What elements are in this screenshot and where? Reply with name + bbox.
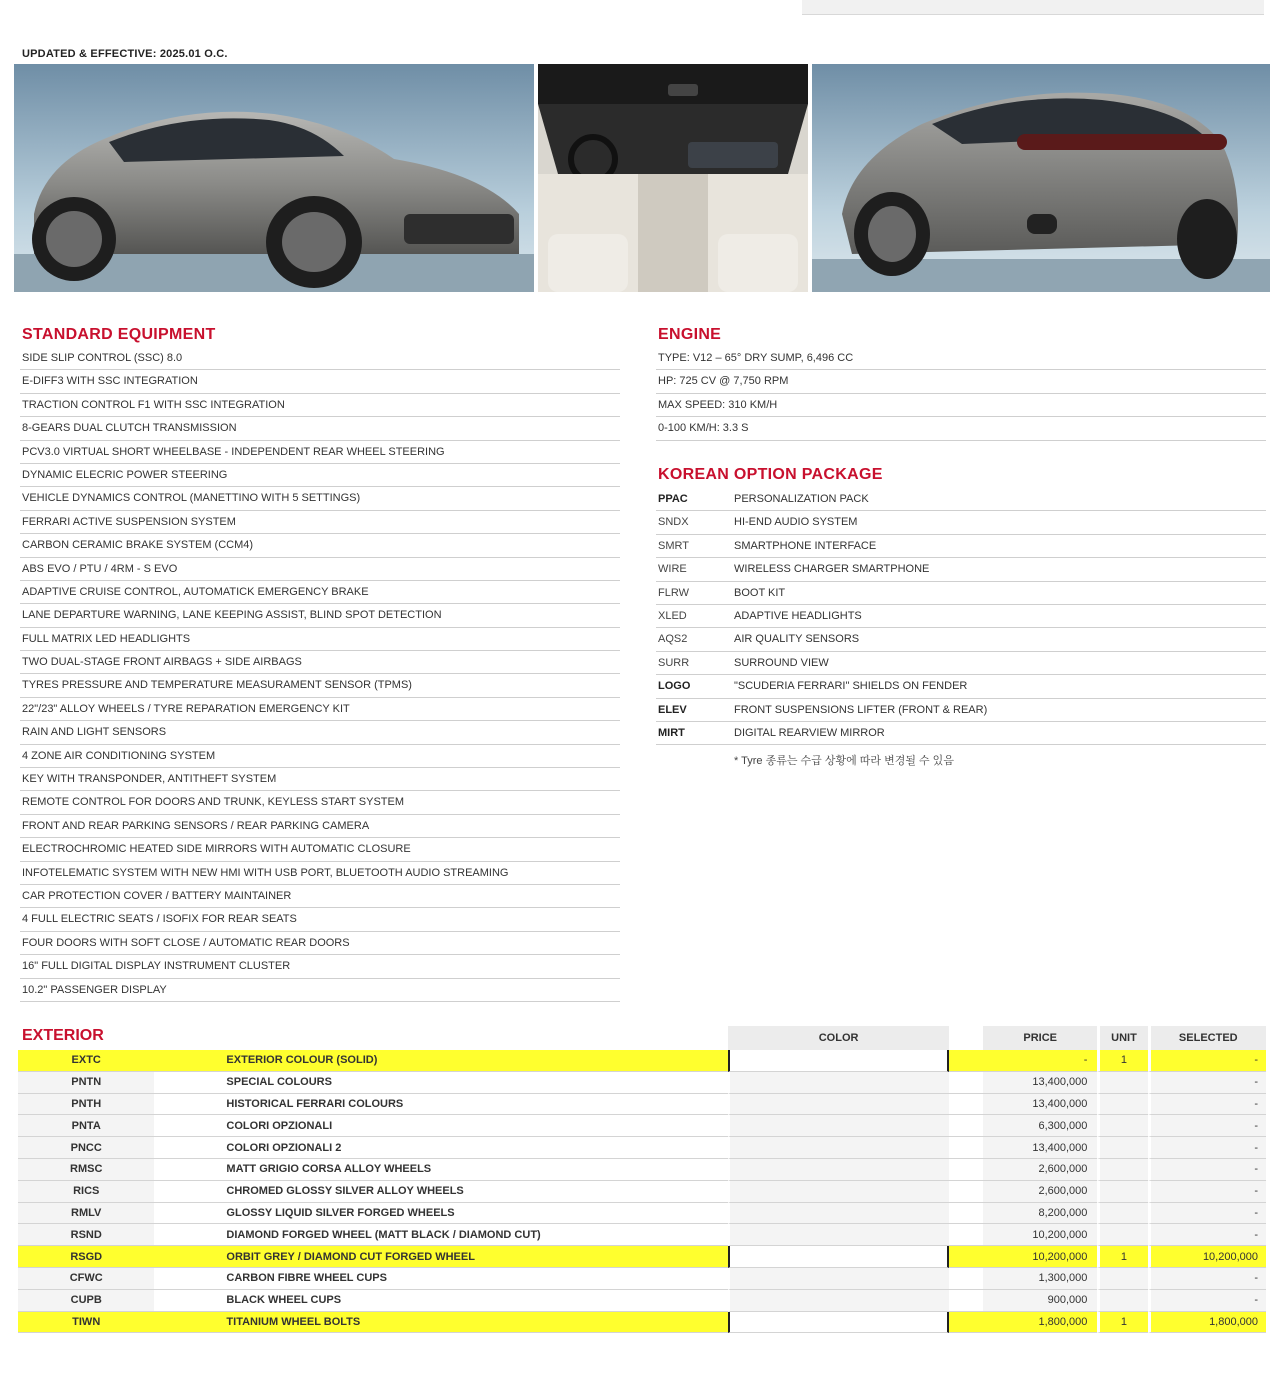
option-code-cell: PNTN — [18, 1072, 154, 1094]
list-item: HP: 725 CV @ 7,750 RPM — [656, 370, 1266, 393]
row-spacer-cell — [949, 1312, 983, 1334]
option-label: FRONT SUSPENSIONS LIFTER (FRONT & REAR) — [734, 703, 988, 716]
option-item-xled — [656, 605, 1266, 628]
table-row — [18, 1050, 1266, 1072]
option-code-cell: PNTH — [18, 1094, 154, 1116]
option-code: MIRT — [658, 726, 685, 739]
table-header-gap — [949, 1026, 983, 1050]
list-item: TYPE: V12 – 65° DRY SUMP, 6,496 CC — [656, 347, 1266, 370]
option-label: ADAPTIVE HEADLIGHTS — [734, 609, 862, 622]
list-item: TYRES PRESSURE AND TEMPERATURE MEASURAMENT SENSOR (TPMS) — [20, 674, 620, 697]
option-code: WIRE — [658, 563, 687, 576]
row-spacer-cell — [949, 1094, 983, 1116]
table-row — [18, 1203, 1266, 1225]
option-description-cell: GLOSSY LIQUID SILVER FORGED WHEELS — [158, 1203, 728, 1225]
price-cell: 6,300,000 — [983, 1115, 1097, 1137]
option-item-logo — [656, 675, 1266, 698]
option-code-cell: EXTC — [18, 1050, 154, 1072]
option-label: PERSONALIZATION PACK — [734, 493, 869, 505]
price-cell: 10,200,000 — [983, 1224, 1097, 1246]
option-label: WIRELESS CHARGER SMARTPHONE — [734, 563, 930, 576]
list-item: REMOTE CONTROL FOR DOORS AND TRUNK, KEYLESS START SYSTEM — [20, 791, 620, 814]
price-cell: 10,200,000 — [983, 1246, 1097, 1268]
table-row — [18, 1290, 1266, 1312]
unit-cell: 1 — [1097, 1312, 1147, 1334]
list-item: 16" FULL DIGITAL DISPLAY INSTRUMENT CLUSTER — [20, 955, 620, 978]
list-item: FRONT AND REAR PARKING SENSORS / REAR PARKING CAMERA — [20, 815, 620, 838]
option-code-cell: RMLV — [18, 1203, 154, 1225]
selected-column-header: SELECTED — [1148, 1026, 1266, 1050]
row-spacer-cell — [949, 1050, 983, 1072]
table-row — [18, 1181, 1266, 1203]
table-row — [18, 1312, 1266, 1334]
car-interior-photo — [538, 64, 808, 292]
option-code-cell: TIWN — [18, 1312, 154, 1334]
tyre-note: * Tyre 종류는 수급 상황에 따라 변경될 수 있음 — [734, 755, 954, 767]
price-column-header: PRICE — [983, 1026, 1097, 1050]
list-item: FOUR DOORS WITH SOFT CLOSE / AUTOMATIC REAR DOORS — [20, 932, 620, 955]
list-item: SIDE SLIP CONTROL (SSC) 8.0 — [20, 347, 620, 370]
row-spacer-cell — [949, 1290, 983, 1312]
engine-title: ENGINE — [658, 326, 722, 343]
option-label: BOOT KIT — [734, 586, 786, 599]
selected-cell: - — [1148, 1115, 1266, 1137]
option-code-cell: RMSC — [18, 1159, 154, 1181]
option-item-wire — [656, 558, 1266, 581]
unit-cell — [1097, 1094, 1147, 1116]
row-spacer-cell — [949, 1268, 983, 1290]
unit-cell — [1097, 1137, 1147, 1159]
price-cell: 13,400,000 — [983, 1094, 1097, 1116]
option-item-aqs2 — [656, 628, 1266, 651]
option-item-surr — [656, 652, 1266, 675]
table-row — [18, 1137, 1266, 1159]
row-spacer-cell — [949, 1115, 983, 1137]
list-item: TRACTION CONTROL F1 WITH SSC INTEGRATION — [20, 394, 620, 417]
list-item: KEY WITH TRANSPONDER, ANTITHEFT SYSTEM — [20, 768, 620, 791]
unit-cell — [1097, 1115, 1147, 1137]
unit-cell: 1 — [1097, 1050, 1147, 1072]
table-row — [18, 1094, 1266, 1116]
option-code: SMRT — [658, 539, 689, 552]
table-row — [18, 1246, 1266, 1268]
table-row — [18, 1115, 1266, 1137]
updated-effective-label: UPDATED & EFFECTIVE: 2025.01 O.C. — [22, 48, 228, 60]
option-description-cell: EXTERIOR COLOUR (SOLID) — [158, 1050, 728, 1072]
option-description-cell: COLORI OPZIONALI 2 — [158, 1137, 728, 1159]
list-item: MAX SPEED: 310 KM/H — [656, 394, 1266, 417]
option-code: SURR — [658, 656, 690, 669]
row-spacer-cell — [949, 1159, 983, 1181]
option-item-flrw — [656, 582, 1266, 605]
list-item: 10.2" PASSENGER DISPLAY — [20, 979, 620, 1002]
row-spacer-cell — [949, 1246, 983, 1268]
list-item: FERRARI ACTIVE SUSPENSION SYSTEM — [20, 511, 620, 534]
color-cell — [728, 1290, 949, 1312]
unit-column-header: UNIT — [1097, 1026, 1147, 1050]
option-label: SMARTPHONE INTERFACE — [734, 539, 877, 552]
unit-cell — [1097, 1203, 1147, 1225]
option-code: SNDX — [658, 516, 689, 529]
list-item: E-DIFF3 WITH SSC INTEGRATION — [20, 370, 620, 393]
color-cell — [728, 1137, 949, 1159]
standard-equipment-list — [20, 347, 620, 1002]
selected-cell: - — [1148, 1072, 1266, 1094]
option-label: DIGITAL REARVIEW MIRROR — [734, 726, 885, 739]
list-item: ABS EVO / PTU / 4RM - S EVO — [20, 558, 620, 581]
option-code-cell: PNCC — [18, 1137, 154, 1159]
table-row — [18, 1072, 1266, 1094]
standard-equipment-title: STANDARD EQUIPMENT — [22, 326, 216, 343]
row-spacer-cell — [949, 1224, 983, 1246]
option-label: "SCUDERIA FERRARI" SHIELDS ON FENDER — [734, 680, 968, 693]
option-description-cell: COLORI OPZIONALI — [158, 1115, 728, 1137]
price-cell: - — [983, 1050, 1097, 1072]
table-row — [18, 1268, 1266, 1290]
photo-strip — [14, 64, 1270, 292]
row-spacer-cell — [949, 1203, 983, 1225]
option-code: XLED — [658, 609, 687, 622]
selected-cell: - — [1148, 1268, 1266, 1290]
list-item: DYNAMIC ELECRIC POWER STEERING — [20, 464, 620, 487]
list-item: 4 FULL ELECTRIC SEATS / ISOFIX FOR REAR SEATS — [20, 908, 620, 931]
list-item: RAIN AND LIGHT SENSORS — [20, 721, 620, 744]
selected-cell: - — [1148, 1290, 1266, 1312]
unit-cell — [1097, 1224, 1147, 1246]
selected-cell: 10,200,000 — [1148, 1246, 1266, 1268]
exterior-options-table — [18, 1026, 1266, 1333]
engine-spec-list — [656, 347, 1266, 441]
color-cell — [728, 1115, 949, 1137]
table-header-blank — [18, 1026, 728, 1050]
option-item-ppac — [656, 488, 1266, 511]
selected-cell: - — [1148, 1137, 1266, 1159]
option-description-cell: MATT GRIGIO CORSA ALLOY WHEELS — [158, 1159, 728, 1181]
option-description-cell: DIAMOND FORGED WHEEL (MATT BLACK / DIAMOND CUT) — [158, 1224, 728, 1246]
list-item: VEHICLE DYNAMICS CONTROL (MANETTINO WITH 5 SETTINGS) — [20, 487, 620, 510]
option-description-cell: HISTORICAL FERRARI COLOURS — [158, 1094, 728, 1116]
selected-cell: - — [1148, 1224, 1266, 1246]
color-cell — [728, 1050, 949, 1072]
color-cell — [728, 1246, 949, 1268]
option-code-cell: RSGD — [18, 1246, 154, 1268]
table-row — [18, 1224, 1266, 1246]
price-cell: 900,000 — [983, 1290, 1097, 1312]
option-description-cell: CHROMED GLOSSY SILVER ALLOY WHEELS — [158, 1181, 728, 1203]
korean-option-package-title: KOREAN OPTION PACKAGE — [658, 466, 883, 483]
list-item: PCV3.0 VIRTUAL SHORT WHEELBASE - INDEPENDENT REAR WHEEL STEERING — [20, 441, 620, 464]
option-code-cell: CUPB — [18, 1290, 154, 1312]
color-cell — [728, 1072, 949, 1094]
option-label: AIR QUALITY SENSORS — [734, 633, 860, 646]
option-code: ELEV — [658, 703, 687, 716]
color-cell — [728, 1159, 949, 1181]
option-item-mirt — [656, 722, 1266, 745]
unit-cell: 1 — [1097, 1246, 1147, 1268]
price-cell: 2,600,000 — [983, 1181, 1097, 1203]
option-code: PPAC — [658, 493, 688, 505]
selected-cell: - — [1148, 1050, 1266, 1072]
option-label: SURROUND VIEW — [734, 656, 829, 669]
top-header-box — [802, 0, 1264, 15]
option-code: LOGO — [658, 680, 691, 693]
row-spacer-cell — [949, 1181, 983, 1203]
option-code: AQS2 — [658, 633, 688, 646]
list-item: ELECTROCHROMIC HEATED SIDE MIRRORS WITH AUTOMATIC CLOSURE — [20, 838, 620, 861]
selected-cell: 1,800,000 — [1148, 1312, 1266, 1334]
unit-cell — [1097, 1159, 1147, 1181]
color-cell — [728, 1094, 949, 1116]
price-cell: 13,400,000 — [983, 1137, 1097, 1159]
selected-cell: - — [1148, 1181, 1266, 1203]
option-code-cell: RICS — [18, 1181, 154, 1203]
korean-option-list — [656, 488, 1266, 745]
option-label: HI-END AUDIO SYSTEM — [734, 516, 858, 529]
list-item: 0-100 KM/H: 3.3 S — [656, 417, 1266, 440]
list-item: 4 ZONE AIR CONDITIONING SYSTEM — [20, 745, 620, 768]
color-column-header: COLOR — [728, 1026, 949, 1050]
list-item: FULL MATRIX LED HEADLIGHTS — [20, 628, 620, 651]
list-item: INFOTELEMATIC SYSTEM WITH NEW HMI WITH USB PORT, BLUETOOTH AUDIO STREAMING — [20, 862, 620, 885]
option-description-cell: ORBIT GREY / DIAMOND CUT FORGED WHEEL — [158, 1246, 728, 1268]
car-rear-three-quarter-photo — [812, 64, 1270, 292]
list-item: TWO DUAL-STAGE FRONT AIRBAGS + SIDE AIRBAGS — [20, 651, 620, 674]
unit-cell — [1097, 1290, 1147, 1312]
price-cell: 1,300,000 — [983, 1268, 1097, 1290]
price-cell: 13,400,000 — [983, 1072, 1097, 1094]
list-item: ADAPTIVE CRUISE CONTROL, AUTOMATICK EMERGENCY BRAKE — [20, 581, 620, 604]
option-item-smrt — [656, 535, 1266, 558]
unit-cell — [1097, 1072, 1147, 1094]
selected-cell: - — [1148, 1159, 1266, 1181]
color-cell — [728, 1203, 949, 1225]
option-description-cell: BLACK WHEEL CUPS — [158, 1290, 728, 1312]
unit-cell — [1097, 1181, 1147, 1203]
option-item-elev — [656, 699, 1266, 722]
table-row — [18, 1159, 1266, 1181]
list-item: 8-GEARS DUAL CLUTCH TRANSMISSION — [20, 417, 620, 440]
list-item: LANE DEPARTURE WARNING, LANE KEEPING ASSIST, BLIND SPOT DETECTION — [20, 604, 620, 627]
exterior-table-body — [18, 1050, 1266, 1333]
unit-cell — [1097, 1268, 1147, 1290]
option-description-cell: TITANIUM WHEEL BOLTS — [158, 1312, 728, 1334]
selected-cell: - — [1148, 1094, 1266, 1116]
row-spacer-cell — [949, 1137, 983, 1159]
option-code-cell: CFWC — [18, 1268, 154, 1290]
option-code: FLRW — [658, 586, 689, 599]
option-code-cell: PNTA — [18, 1115, 154, 1137]
option-description-cell: CARBON FIBRE WHEEL CUPS — [158, 1268, 728, 1290]
option-description-cell: SPECIAL COLOURS — [158, 1072, 728, 1094]
list-item: CAR PROTECTION COVER / BATTERY MAINTAINER — [20, 885, 620, 908]
price-cell: 2,600,000 — [983, 1159, 1097, 1181]
price-cell: 1,800,000 — [983, 1312, 1097, 1334]
list-item: CARBON CERAMIC BRAKE SYSTEM (CCM4) — [20, 534, 620, 557]
color-cell — [728, 1268, 949, 1290]
price-cell: 8,200,000 — [983, 1203, 1097, 1225]
color-cell — [728, 1312, 949, 1334]
color-cell — [728, 1181, 949, 1203]
option-code-cell: RSND — [18, 1224, 154, 1246]
exterior-title: EXTERIOR — [22, 1027, 104, 1044]
car-front-three-quarter-photo — [14, 64, 534, 292]
row-spacer-cell — [949, 1072, 983, 1094]
list-item: 22"/23" ALLOY WHEELS / TYRE REPARATION EMERGENCY KIT — [20, 698, 620, 721]
color-cell — [728, 1224, 949, 1246]
selected-cell: - — [1148, 1203, 1266, 1225]
option-item-sndx — [656, 511, 1266, 534]
